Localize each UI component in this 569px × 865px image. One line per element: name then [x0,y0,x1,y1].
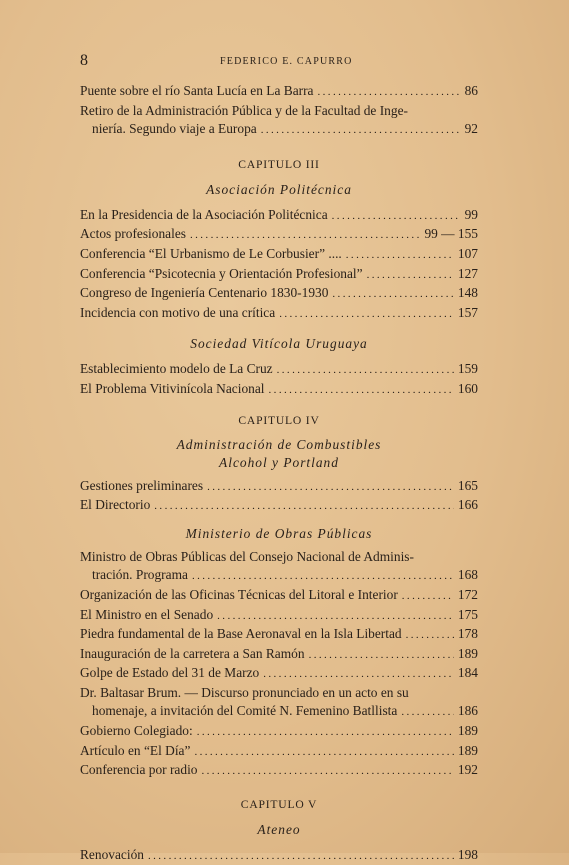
toc-entry-title: Inauguración de la carretera a San Ramón [80,645,305,661]
toc-entry-title: El Problema Vitivinícola Nacional [80,380,265,396]
toc-entry-title: Puente sobre el río Santa Lucía en La Barra [80,83,314,98]
toc-entry-page: 165 [457,477,478,493]
toc-entry-title-line2: tración. Programa [92,567,188,583]
toc-entry [80,265,478,285]
toc-entry-multiline [80,684,478,703]
section-list [80,846,478,865]
toc-entry [80,304,478,324]
section-list [80,206,478,324]
toc-entry-page: 86 [464,83,478,98]
toc-entry [80,206,478,226]
toc-entry-title-line2: homenaje, a invitación del Comité N. Femenino Batllista [92,703,398,719]
toc-entry [80,496,478,516]
page-number: 8 [80,52,88,69]
toc-entry-title: Gestiones preliminares [80,477,204,493]
toc-entry-title-line2: niería. Segundo viaje a Europa [92,121,257,137]
toc-entry [80,82,478,102]
section-heading: Ateneo [257,821,301,837]
toc-entry-page: 189 [457,645,478,661]
toc-entry [80,645,478,665]
toc-entry-multiline [80,548,478,567]
chapter-heading: CAPITULO IV [238,413,320,427]
toc-entry-page: 175 [457,606,478,622]
toc-entry [80,360,478,380]
toc-entry [80,761,478,781]
toc-entry-title: Piedra fundamental de la Base Aeronaval en la Isla Libertad [80,626,402,642]
toc-entry-page: 148 [457,285,478,301]
toc-entry-page: 159 [457,361,478,377]
toc-entry-title-line1: Retiro de la Administración Pública y de la Facultad de Inge- [80,102,408,118]
toc-entry [80,225,478,245]
toc-entry-title: Renovación [80,846,144,862]
toc-entry-page: 189 [457,723,478,739]
toc-entry-title: Congreso de Ingeniería Centenario 1830-1930 [80,285,329,301]
toc-entry-page: 192 [457,762,478,778]
toc-entry-title: El Directorio [80,497,151,513]
toc-entry-title: Golpe de Estado del 31 de Marzo [80,665,260,681]
toc-entry-page: 99 — 155 [424,226,478,242]
toc-entry-title-line1: Ministro de Obras Públicas del Consejo Nacional de Adminis- [80,548,414,564]
toc-entry-page: 157 [457,304,478,320]
toc-entry-page: 107 [457,245,478,261]
toc-entry-title: El Ministro en el Senado [80,606,214,622]
toc-entry-page: 160 [457,380,478,396]
toc-entry [80,477,478,497]
toc-entry-page: 198 [457,846,478,862]
section-heading: Ministerio de Obras Públicas [185,525,373,541]
toc-entry-continuation [80,566,478,586]
section-list [80,360,478,399]
toc-entry-continuation [80,120,478,140]
toc-entry-page: 172 [457,586,478,602]
page-header [80,52,478,72]
toc-entry [80,742,478,762]
toc-entry-title: Conferencia “El Urbanismo de Le Corbusier” .... [80,245,342,261]
toc-entry-page: 178 [457,626,478,642]
toc-entry-title: Conferencia “Psicotecnia y Orientación Profesional” [80,265,363,281]
toc-entry-title: Incidencia con motivo de una crítica [80,304,276,320]
toc-entry-title: Artículo en “El Día” [80,742,191,758]
toc-entry [80,606,478,626]
toc-entry [80,625,478,645]
toc-entry-title: Gobierno Colegiado: [80,723,193,739]
toc-entry-page: 92 [464,121,478,137]
section-list [80,548,478,781]
toc-entry-title-line1: Dr. Baltasar Brum. — Discurso pronunciado en un acto en su [80,684,409,700]
chapter-heading: CAPITULO V [240,797,318,811]
toc-entry [80,722,478,742]
toc-entry-title: En la Presidencia de la Asociación Politécnica [80,206,328,222]
toc-entry-continuation [80,702,478,722]
toc-entry-title: Actos profesionales [80,226,186,242]
toc-entry-page: 186 [457,703,478,719]
toc-entry [80,245,478,265]
toc-entry [80,380,478,400]
toc-entry-title: Organización de las Oficinas Técnicas del Litoral e Interior [80,586,398,602]
table-of-contents [80,82,478,865]
toc-entry [80,664,478,684]
toc-entry-page: 168 [457,567,478,583]
toc-entry-multiline [80,102,478,121]
toc-entry-page: 127 [457,265,478,281]
toc-entry-title: Conferencia por radio [80,762,198,778]
chapter-heading: CAPITULO III [238,157,320,171]
toc-entry [80,586,478,606]
running-head: FEDERICO E. CAPURRO [220,56,353,67]
toc-entry-page: 99 [464,206,478,222]
toc-entry [80,284,478,304]
section-heading: Administración de Combustibles [176,436,382,452]
section-heading: Asociación Politécnica [206,181,352,197]
section-list [80,477,478,516]
section-subheading: Alcohol y Portland [219,454,339,470]
toc-entry [80,846,478,865]
toc-entry-title: Establecimiento modelo de La Cruz [80,361,273,377]
section-heading: Sociedad Vitícola Uruguaya [190,336,368,352]
toc-entry-page: 166 [457,497,478,513]
toc-entry-page: 189 [457,742,478,758]
toc-entry-page: 184 [457,665,478,681]
